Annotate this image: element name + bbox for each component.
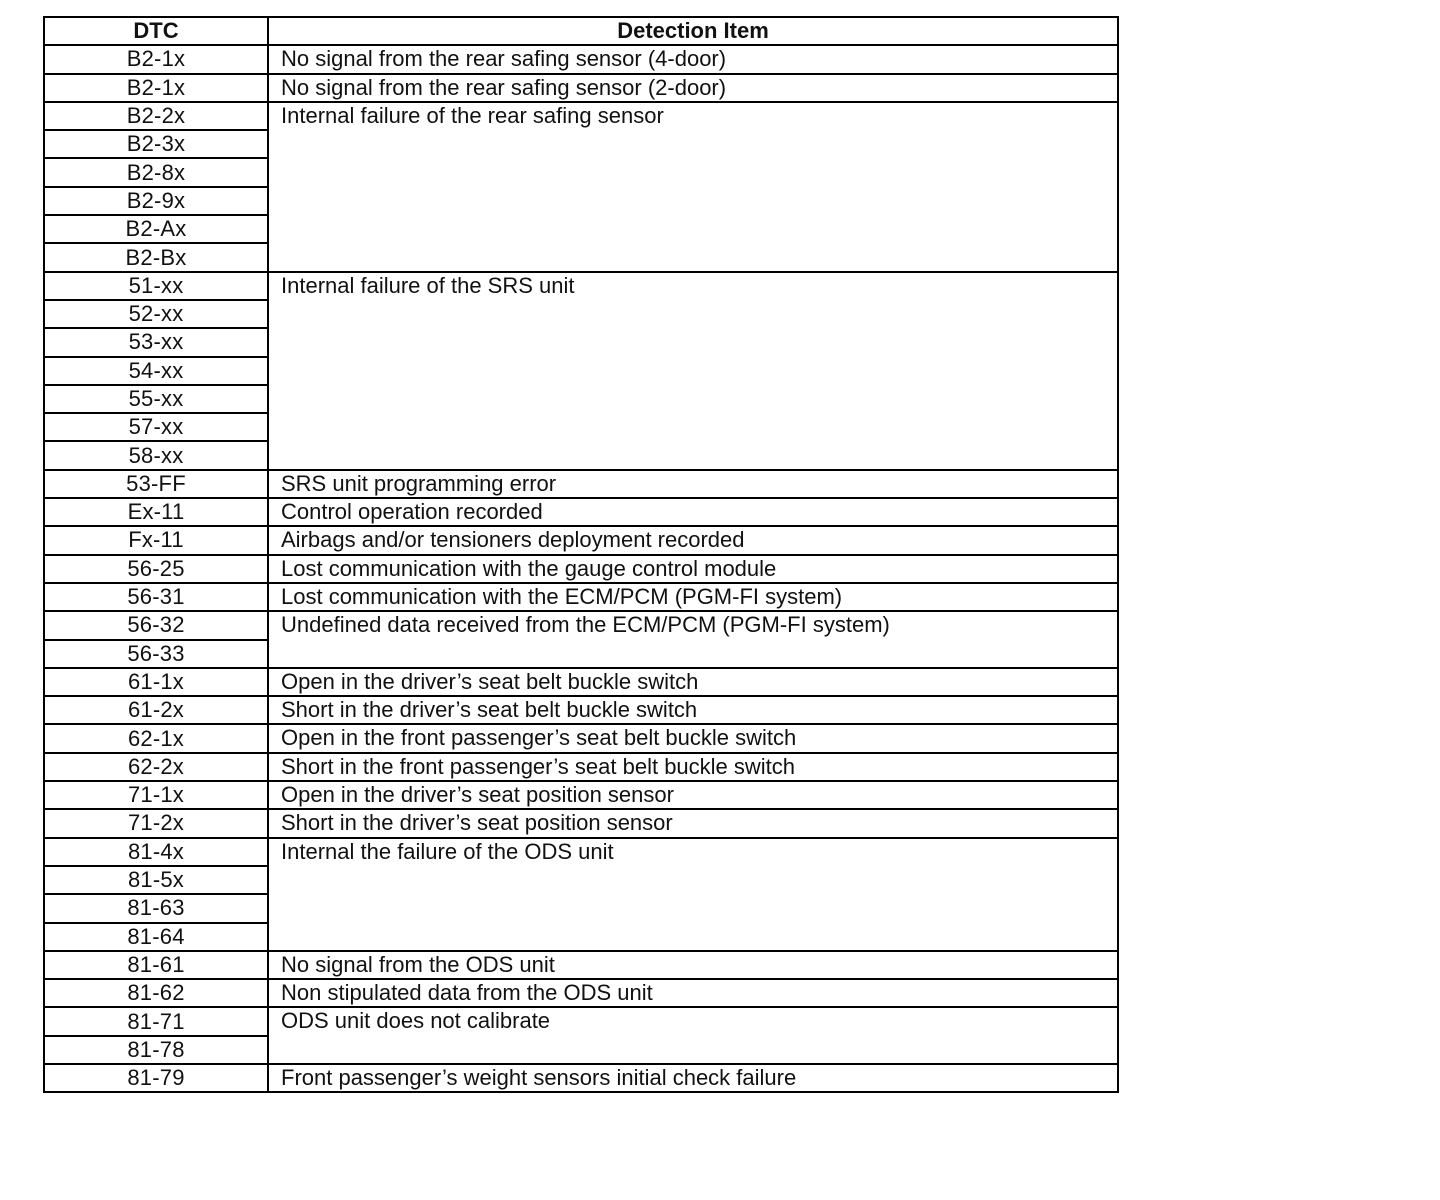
table-header-row: [44, 17, 1118, 45]
dtc-code: 53-FF: [44, 470, 268, 498]
table-row: [44, 668, 1118, 696]
table-row: [44, 979, 1118, 1007]
dtc-code: 58-xx: [44, 441, 268, 469]
table-row: [44, 809, 1118, 837]
dtc-code: 81-79: [44, 1064, 268, 1092]
table-row: [44, 951, 1118, 979]
table-row: [44, 526, 1118, 554]
dtc-code: 81-78: [44, 1036, 268, 1064]
table-row: [44, 1007, 1118, 1035]
detection-item: Lost communication with the ECM/PCM (PGM-FI system): [268, 583, 1118, 611]
table-row: [44, 781, 1118, 809]
dtc-column-header: DTC: [44, 17, 268, 45]
dtc-code: 81-62: [44, 979, 268, 1007]
dtc-code: 52-xx: [44, 300, 268, 328]
dtc-code: 81-64: [44, 923, 268, 951]
dtc-code: 56-25: [44, 555, 268, 583]
dtc-code: 81-61: [44, 951, 268, 979]
detection-item: No signal from the ODS unit: [268, 951, 1118, 979]
dtc-code: 56-32: [44, 611, 268, 639]
table-row: [44, 272, 1118, 300]
table-row: [44, 470, 1118, 498]
dtc-code: B2-8x: [44, 158, 268, 186]
detection-item: No signal from the rear safing sensor (4-door): [268, 45, 1118, 73]
dtc-code: 53-xx: [44, 328, 268, 356]
detection-item: Short in the driver’s seat belt buckle switch: [268, 696, 1118, 724]
detection-item: No signal from the rear safing sensor (2-door): [268, 74, 1118, 102]
dtc-code: Fx-11: [44, 526, 268, 554]
dtc-code: B2-Bx: [44, 243, 268, 271]
detection-item: Lost communication with the gauge control module: [268, 555, 1118, 583]
dtc-code: 71-1x: [44, 781, 268, 809]
detection-item: Front passenger’s weight sensors initial check failure: [268, 1064, 1118, 1092]
detection-item: Internal failure of the SRS unit: [268, 272, 1118, 470]
detection-item: Control operation recorded: [268, 498, 1118, 526]
dtc-code: 81-5x: [44, 866, 268, 894]
dtc-code: 61-2x: [44, 696, 268, 724]
detection-item: Internal the failure of the ODS unit: [268, 838, 1118, 951]
detection-item: SRS unit programming error: [268, 470, 1118, 498]
dtc-code: Ex-11: [44, 498, 268, 526]
dtc-code: B2-9x: [44, 187, 268, 215]
dtc-code: 55-xx: [44, 385, 268, 413]
dtc-table-body: [44, 45, 1118, 1092]
dtc-code: 51-xx: [44, 272, 268, 300]
table-row: [44, 696, 1118, 724]
detection-item: Undefined data received from the ECM/PCM (PGM-FI system): [268, 611, 1118, 668]
table-row: [44, 838, 1118, 866]
dtc-code: 81-63: [44, 894, 268, 922]
dtc-code: 56-33: [44, 640, 268, 668]
dtc-code: B2-1x: [44, 45, 268, 73]
dtc-code: 57-xx: [44, 413, 268, 441]
detection-item: Short in the front passenger’s seat belt buckle switch: [268, 753, 1118, 781]
dtc-code: B2-Ax: [44, 215, 268, 243]
table-row: [44, 555, 1118, 583]
dtc-code: 62-1x: [44, 724, 268, 752]
detection-item: Non stipulated data from the ODS unit: [268, 979, 1118, 1007]
dtc-code: 81-71: [44, 1007, 268, 1035]
detection-item: Open in the driver’s seat belt buckle switch: [268, 668, 1118, 696]
table-row: [44, 45, 1118, 73]
dtc-table: [43, 16, 1119, 1093]
detection-item: Open in the driver’s seat position sensor: [268, 781, 1118, 809]
table-row: [44, 611, 1118, 639]
detection-item: Airbags and/or tensioners deployment recorded: [268, 526, 1118, 554]
dtc-code: 62-2x: [44, 753, 268, 781]
detection-item: ODS unit does not calibrate: [268, 1007, 1118, 1064]
table-row: [44, 753, 1118, 781]
table-row: [44, 1064, 1118, 1092]
dtc-code: 71-2x: [44, 809, 268, 837]
table-row: [44, 583, 1118, 611]
dtc-code: B2-3x: [44, 130, 268, 158]
dtc-code: 54-xx: [44, 357, 268, 385]
table-row: [44, 102, 1118, 130]
detection-item: Short in the driver’s seat position sensor: [268, 809, 1118, 837]
detection-item: Internal failure of the rear safing sensor: [268, 102, 1118, 272]
detection-item-column-header: Detection Item: [268, 17, 1118, 45]
dtc-code: B2-2x: [44, 102, 268, 130]
table-row: [44, 724, 1118, 752]
dtc-code: 56-31: [44, 583, 268, 611]
dtc-code: 81-4x: [44, 838, 268, 866]
dtc-code: 61-1x: [44, 668, 268, 696]
detection-item: Open in the front passenger’s seat belt buckle switch: [268, 724, 1118, 752]
dtc-code: B2-1x: [44, 74, 268, 102]
table-row: [44, 74, 1118, 102]
table-row: [44, 498, 1118, 526]
